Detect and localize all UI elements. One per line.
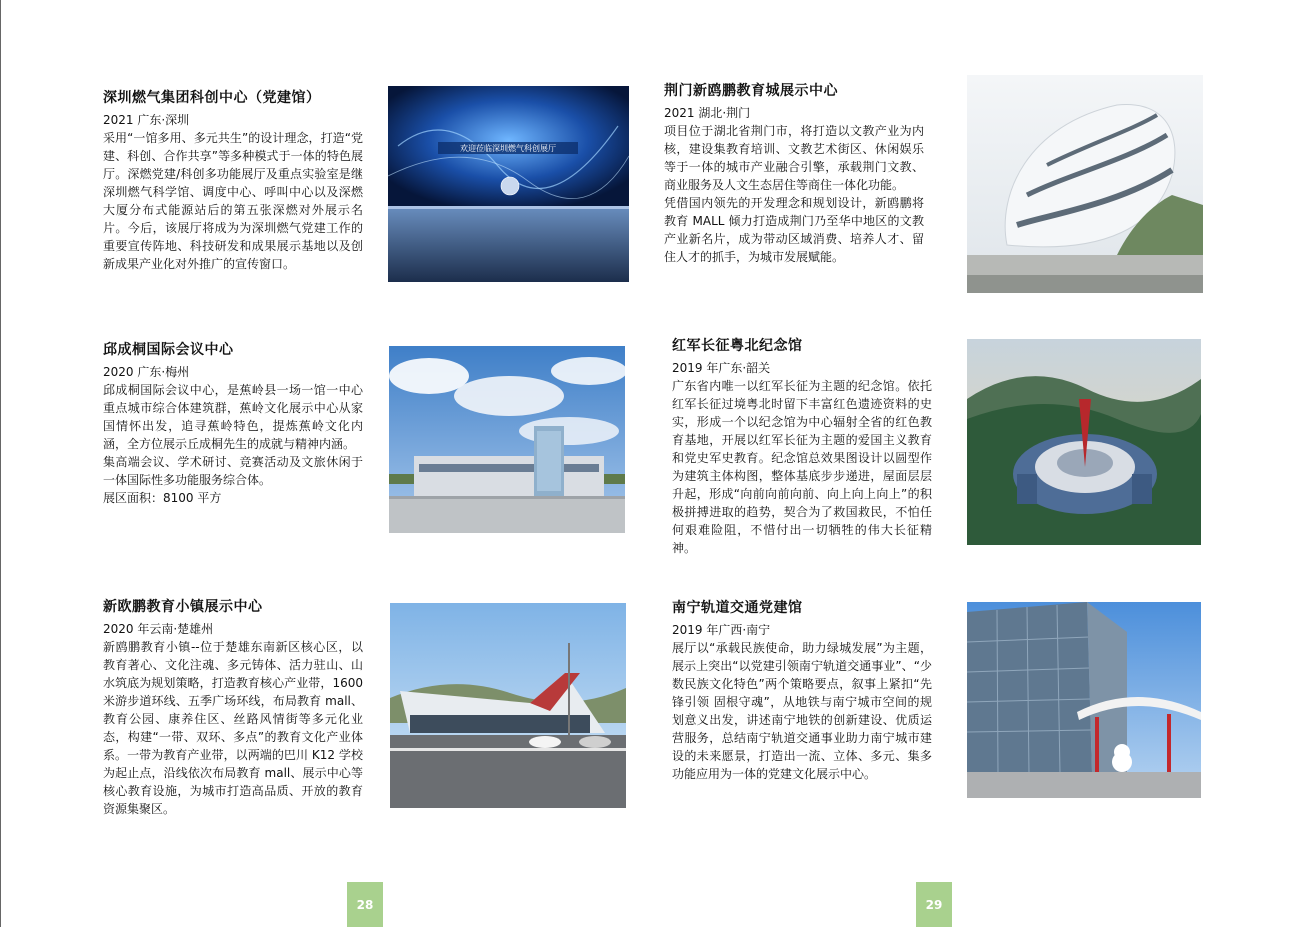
project-description: 新鸥鹏教育小镇--位于楚雄东南新区核心区，以教育著心、文化注魂、多元铸体、活力驻山、山水筑底为规划策略，打造教育核心产业带，1600 米游步道环线、五季广场环线，布局教育 mall、教育公园、康养住区、丝路风情街等多元化业态，构建“一带、双环、多点”的教育文化产业体系。一带为教育产业带，以两端的巴川 K12 学校为起止点，沿线依次布局教育 mall、展示中心等核心教育设施，为城市打造高品质、开放的教育资源集聚区。: [103, 640, 363, 816]
project-title: 深圳燃气集团科创中心（党建馆）: [103, 90, 321, 106]
project-meta: 2019 年广东·韶关: [672, 361, 771, 375]
project-description: 凭借国内领先的开发理念和规划设计，新鸥鹏将教育 MALL 倾力打造成荆门乃至华中地区的文教产业新名片，成为带动区域消费、培养人才、留住人才的抓手，为城市发展赋能。: [664, 196, 924, 264]
project-entry-red-army-memorial: [672, 337, 932, 557]
hall-screen-text: 欢迎莅临深圳燃气科创展厅: [460, 144, 556, 153]
project-title: 红军长征粤北纪念馆: [672, 338, 803, 354]
page-number-left: 28: [347, 882, 383, 927]
project-area: 展区面积：8100 平方: [103, 491, 222, 505]
project-description: 广东省内唯一以红军长征为主题的纪念馆。依托红军长征过境粤北时留下丰富红色遗迹资料的史实，形成一个以纪念馆为中心辐射全省的红色教育基地，开展以红军长征为主题的爱国主义教育和党史军史教育。纪念馆总效果图设计以圆型作为建筑主体构图，整体基底步步递进，屋面层层升起，形成“向前向前向前、向上向上向上”的积极拼搏进取的趋势，契合为了救国救民，不怕任何艰难险阻，不惜付出一切牺牲的伟大长征精神。: [672, 379, 932, 555]
project-entry-jingmen: [664, 82, 924, 266]
page-number-right: 29: [916, 882, 952, 927]
project-description: 集高端会议、学术研讨、竞赛活动及文旅休闲于一体国际性多功能服务综合体。: [103, 455, 363, 487]
project-title: 新欧鹏教育小镇展示中心: [103, 599, 263, 615]
education-town-photo: [390, 603, 626, 808]
project-entry-ouppeng-town: [103, 598, 363, 818]
project-description: 邱成桐国际会议中心，是蕉岭县一场一馆一中心重点城市综合体建筑群，蕉岭文化展示中心从家国情怀出发，追寻蕉岭特色，提炼蕉岭文化内涵，全方位展示丘成桐先生的成就与精神内涵。: [103, 383, 363, 451]
project-description: 项目位于湖北省荆门市，将打造以文教产业为内核，建设集教育培训、文教艺术街区、休闲娱乐等于一体的城市产业融合引擎，承载荆门文教、商业服务及人文生态居住等商住一体化功能。: [664, 124, 924, 192]
memorial-hall-photo: [967, 339, 1201, 545]
project-description: 采用“一馆多用、多元共生”的设计理念，打造“党建、科创、合作共享”等多种模式于一体的特色展厅。深燃党建/科创多功能展厅及重点实验室是继深圳燃气科学馆、调度中心、呼叫中心以及深燃大厦分布式能源站后的第五张深燃对外展示名片。今后，该展厅将成为为深圳燃气党建工作的重要宣传阵地、科技研发和成果展示基地以及创新成果产业化对外推广的宣传窗口。: [103, 131, 363, 271]
project-title: 南宁轨道交通党建馆: [672, 600, 803, 616]
exhibition-hall-photo: [388, 86, 629, 282]
page-edge-line: [0, 0, 1, 927]
project-meta: 2020 年云南·楚雄州: [103, 622, 214, 636]
project-title: 荆门新鸥鹏教育城展示中心: [664, 83, 838, 99]
spiral-building-photo: [967, 75, 1203, 293]
project-meta: 2021 广东·深圳: [103, 113, 190, 127]
conference-center-photo: [389, 346, 625, 533]
project-meta: 2021 湖北·荆门: [664, 106, 751, 120]
project-meta: 2020 广东·梅州: [103, 365, 190, 379]
project-entry-shenzhen-gas: [103, 89, 363, 273]
project-entry-qiu-chengtong: [103, 341, 363, 507]
project-entry-nanning-metro: [672, 599, 932, 783]
project-meta: 2019 年广西·南宁: [672, 623, 771, 637]
metro-building-photo: [967, 602, 1201, 798]
project-title: 邱成桐国际会议中心: [103, 342, 234, 358]
project-description: 展厅以“承载民族使命，助力绿城发展”为主题，展示上突出“以党建引领南宁轨道交通事业”、“少数民族文化特色”两个策略要点，叙事上紧扣“先锋引领 固根守魂”，从地铁与南宁城市空间的规划意义出发，讲述南宁地铁的创新建设、优质运营服务，总结南宁轨道交通事业助力南宁城市建设的未来愿景，打造出一流、立体、多元、集多功能应用为一体的党建文化展示中心。: [672, 641, 932, 781]
